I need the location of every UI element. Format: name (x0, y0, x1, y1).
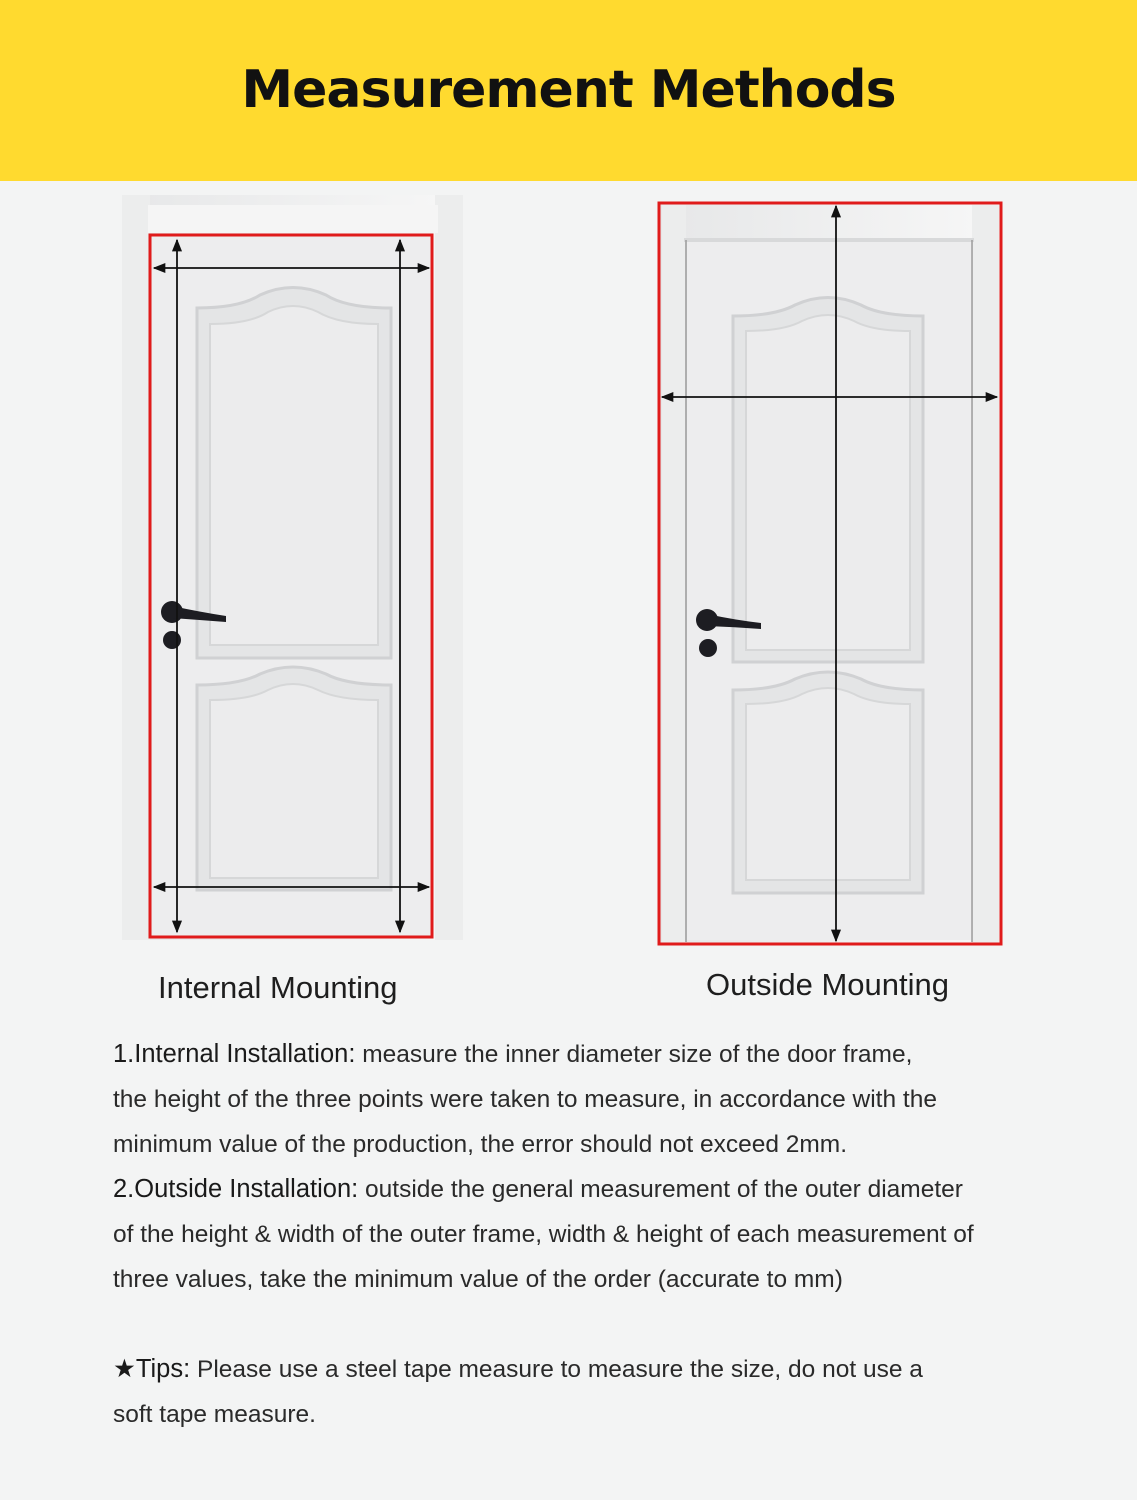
internal-mounting-label: Internal Mounting (158, 970, 398, 1005)
instruction-2-line-3: three values, take the minimum value of the order (accurate to mm) (113, 1266, 843, 1293)
outside-mounting-label: Outside Mounting (706, 967, 949, 1002)
instruction-text: measure the inner diameter size of the door frame, (355, 1041, 913, 1068)
tips-text: Please use a steel tape measure to measure the size, do not use a (190, 1356, 923, 1383)
instruction-2-line-1 (113, 1167, 1093, 1212)
tips-line-2: soft tape measure. (113, 1401, 316, 1428)
instruction-2-heading: 2.Outside Installation: (113, 1175, 359, 1203)
instruction-1-line-1 (113, 1032, 1093, 1077)
instruction-1-line-2: the height of the three points were taken to measure, in accordance with the (113, 1086, 937, 1113)
instruction-1-heading: 1.Internal Installation: (113, 1040, 356, 1068)
tips-heading: ★Tips: (113, 1355, 191, 1383)
instruction-text: outside the general measurement of the outer diameter (358, 1176, 963, 1203)
page-title: Measurement Methods (241, 59, 896, 120)
tips-line-1 (113, 1347, 1093, 1392)
internal-mounting-door (122, 195, 463, 940)
instruction-2-line-2: of the height & width of the outer frame, width & height of each measurement of (113, 1221, 974, 1248)
header-banner (0, 0, 1137, 181)
outside-mounting-door (659, 203, 1001, 944)
instructions (113, 1032, 1093, 1302)
tips (113, 1347, 1093, 1437)
door-diagrams (0, 181, 1137, 981)
instruction-1-line-3: minimum value of the production, the error should not exceed 2mm. (113, 1131, 848, 1158)
